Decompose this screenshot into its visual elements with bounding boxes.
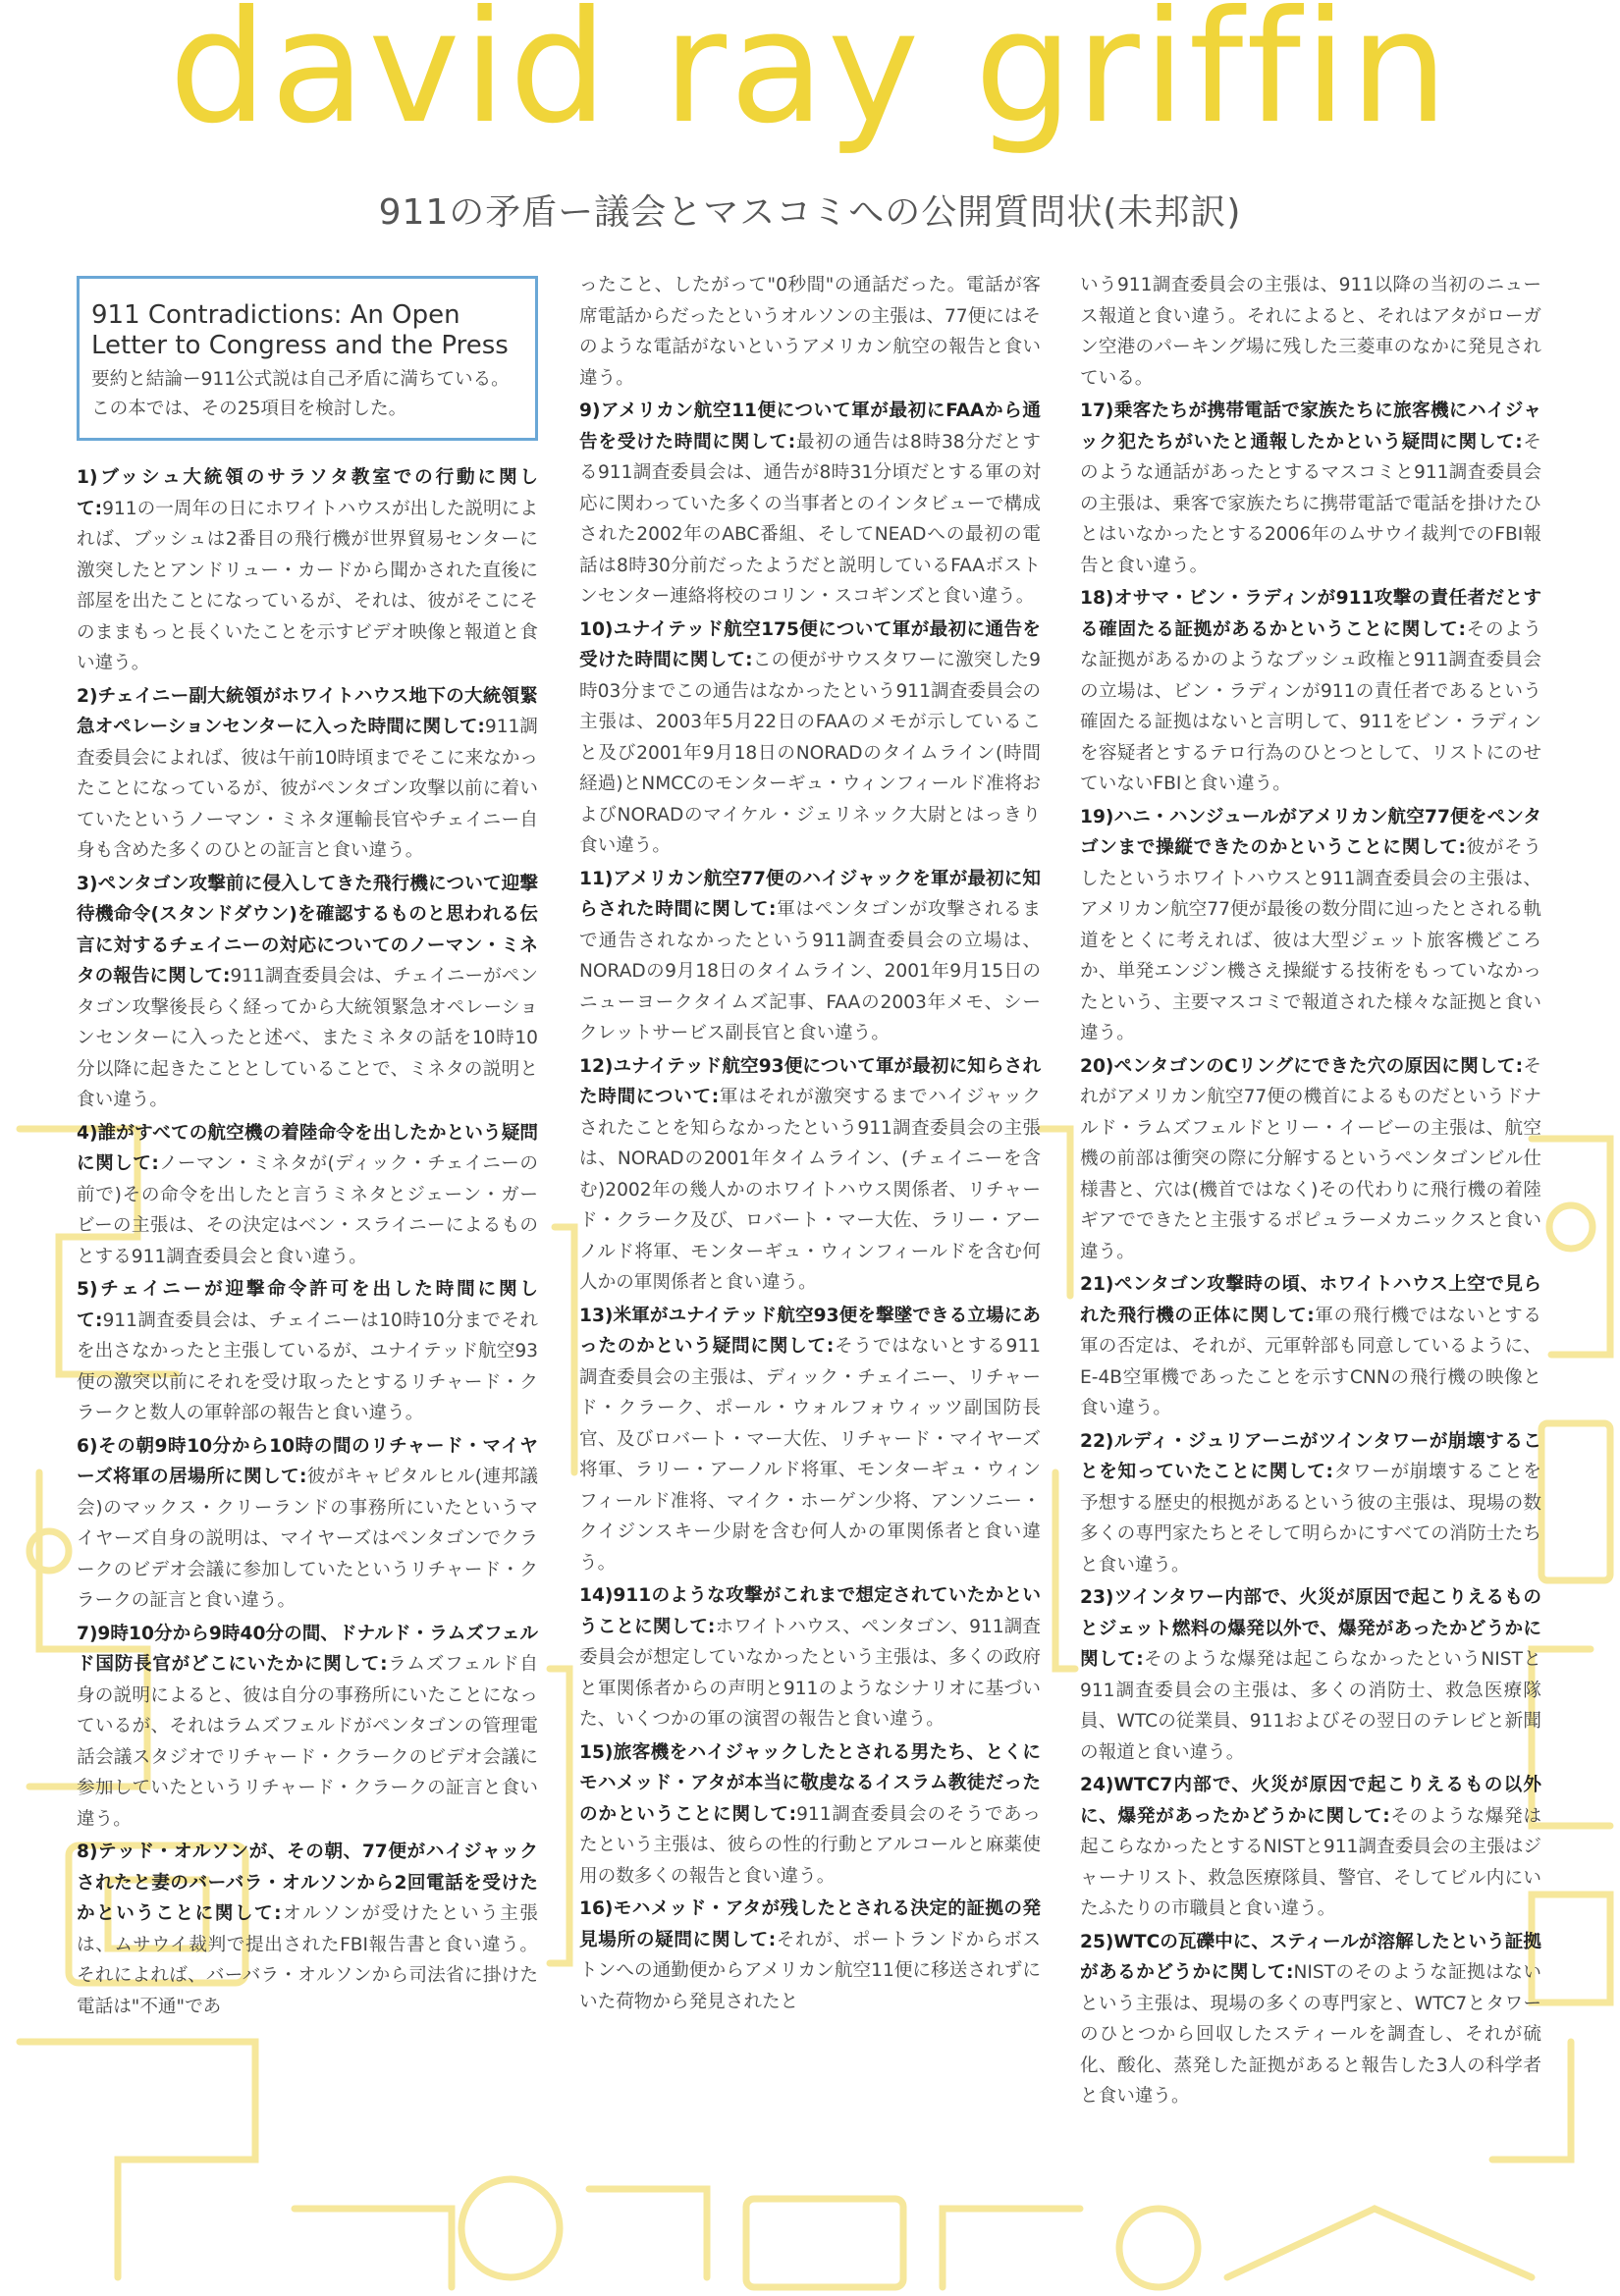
text-column-3 xyxy=(1080,270,1541,2114)
contradiction-item-9 xyxy=(579,396,1041,613)
item-heading: 4)誰がすべての航空機の着陸命令を出したかという疑問に関して: xyxy=(77,1122,538,1174)
item-heading: 3)ペンタゴン攻撃前に侵入してきた飛行機について迎撃待機命令(スタンドダウン)を確認するものと思われる伝言に対するチェイニーの対応についてのノーマン・ミネタの報告に関して: xyxy=(77,873,538,987)
item-heading: 13)米軍がユナイテッド航空93便を撃墜できる立場にあったのかという疑問に関して: xyxy=(579,1305,1041,1357)
item-body-part: それが、ポートランドからボストンへの通勤便からアメリカン航空11便に移送されずにいた荷物から発見されたと xyxy=(579,1929,1041,2012)
contradiction-item-13 xyxy=(579,1301,1041,1579)
item-body: 911調査委員会は、チェイニーがペンタゴン攻撃後長らく経ってから大統領緊急オペレーションセンターに入ったと述べ、またミネタの話を10時10分以降に起きたこととしていることで、ミネタの説明と食い違う。 xyxy=(77,966,538,1110)
item-heading: 22)ルディ・ジュリアーニがツインタワーが崩壊することを知っていたことに関して: xyxy=(1080,1430,1541,1482)
contradiction-item-11 xyxy=(579,864,1041,1049)
author-name: david ray griffin xyxy=(169,0,1451,158)
item-heading: 23)ツインタワー内部で、火災が原因で起こりえるものとジェット燃料の爆発以外で、爆発があったかどうかに関して: xyxy=(1080,1587,1541,1670)
contradiction-item-22 xyxy=(1080,1426,1541,1581)
contradiction-item-8 xyxy=(77,1837,538,2022)
contradiction-item-5 xyxy=(77,1274,538,1429)
contradiction-item-14 xyxy=(579,1580,1041,1735)
contradiction-item-16 xyxy=(579,1894,1041,2017)
item-body: 彼がそうしたというホワイトハウスと911調査委員会の主張は、アメリカン航空77便が最後の数分間に辿ったとされる軌道をとくに考えれば、彼は大型ジェット旅客機どころか、単発エンジン機さえ操縦する技術をもっていなかったという、主要マスコミで報道された様々な証拠と食い違う。 xyxy=(1080,837,1541,1043)
contradiction-item-23 xyxy=(1080,1582,1541,1768)
item-body-part: オルソンが受けたという主張は、ムサウイ裁判で提出されたFBI報告書と食い違う。それによれば、バーバラ・オルソンから司法省に掛けた電話は"不通"であ xyxy=(77,1903,538,2017)
item-body: そのような証拠があるかのようなブッシュ政権と911調査委員会の立場は、ビン・ラディンが911の責任者であるという確固たる証拠はないと言明して、911をビン・ラディンを容疑者とするテロ行為のひとつとして、リストにのせていないFBIと食い違う。 xyxy=(1080,618,1541,794)
contradiction-item-3 xyxy=(77,869,538,1116)
contradiction-item-2 xyxy=(77,681,538,867)
contradiction-item-24 xyxy=(1080,1770,1541,1925)
item-body: 彼がキャピタルヒル(連邦議会)のマックス・クリーランドの事務所にいたというマイヤーズ自身の説明は、マイヤーズはペンタゴンでクラークのビデオ会議に参加していたというリチャード・クラークの証言と食い違う。 xyxy=(77,1467,538,1611)
item-body: ノーマン・ミネタが(ディック・チェイニーの前で)その命令を出したと言うミネタとジェーン・ガービーの主張は、その決定はベン・スライニーによるものとする911調査委員会と食い違う。 xyxy=(77,1153,538,1267)
item-body: そうではないとする911調査委員会の主張は、ディック・チェイニー、リチャード・クラーク、ポール・ウォルフォウィッツ副国防長官、及びロバート・マー大佐、リチャード・マイヤーズ将軍、ラリー・アーノルド将軍、モンターギュ・ウィンフィールド准将、マイク・ホーゲン少将、アンソニー・クイジンスキー少尉を含む何人かの軍関係者と食い違う。 xyxy=(579,1336,1042,1574)
contradiction-item-15 xyxy=(579,1737,1041,1893)
contradiction-item-7 xyxy=(77,1619,538,1836)
item-16-continuation: いう911調査委員会の主張は、911以降の当初のニュース報道と食い違う。それによると、それはアタがローガン空港のパーキング場に残した三菱車のなかに発見されている。 xyxy=(1080,275,1541,389)
contradiction-item-19 xyxy=(1080,802,1541,1049)
book-info-box xyxy=(77,276,538,441)
item-heading: 16)モハメッド・アタが残したとされる決定的証拠の発見場所の疑問に関して: xyxy=(579,1898,1041,1950)
article-subtitle: 911の矛盾ー議会とマスコミへの公開質問状(未邦訳) xyxy=(378,192,1242,233)
item-heading: 7)9時10分から9時40分の間、ドナルド・ラムズフェルド国防長官がどこにいたかに関して: xyxy=(77,1623,538,1675)
item-heading: 25)WTCの瓦礫中に、スティールが溶解したという証拠があるかどうかに関して: xyxy=(1080,1931,1541,1983)
item-body: 911調査委員会のそうであったという主張は、彼らの性的行動とアルコールと麻薬使用の数多くの報告と食い違う。 xyxy=(579,1803,1041,1887)
item-heading: 18)オサマ・ビン・ラディンが911攻撃の責任者だとする確固たる証拠があるかということに関して: xyxy=(1080,588,1541,640)
item-body: 軍の飛行機ではないとする軍の否定は、それが、元軍幹部も同意しているように、E-4B空軍機であったことを示すCNNの飛行機の映像と食い違う。 xyxy=(1080,1305,1541,1418)
item-body: ホワイトハウス、ペンタゴン、911調査委員会が想定していなかったという主張は、多くの政府と軍関係者からの声明と911のようなシナリオに基づいた、いくつかの軍の演習の報告と食い違う。 xyxy=(579,1616,1041,1730)
item-heading: 5)チェイニーが迎撃命令許可を出した時間に関して: xyxy=(77,1279,538,1331)
item-heading: 17)乗客たちが携帯電話で家族たちに旅客機にハイジャック犯たちがいたと通報したかという疑問に関して: xyxy=(1080,400,1541,453)
contradiction-item-6 xyxy=(77,1431,538,1617)
item-heading: 15)旅客機をハイジャックしたとされる男たち、とくにモハメッド・アタが本当に敬虔なるイスラム教徒だったのかということに関して: xyxy=(579,1741,1041,1825)
item-heading: 20)ペンタゴンのCリングにできた穴の原因に関して: xyxy=(1080,1055,1524,1077)
item-body: そのような爆発は起こらなかったとするNISTと911調査委員会の主張はジャーナリスト、救急医療隊員、警官、そしてビル内にいたふたりの市職員と食い違う。 xyxy=(1080,1805,1541,1919)
item-heading: 6)その朝9時10分から10時の間のリチャード・マイヤーズ将軍の居場所に関して: xyxy=(77,1435,538,1487)
item-body: NISTのそのような証拠はないという主張は、現場の多くの専門家と、WTC7とタワーのひとつから回収したスティールを調査し、それが硫化、酸化、蒸発した証拠があると報告した3人の科学者と食い違う。 xyxy=(1080,1962,1541,2107)
book-summary: 要約と結論ー911公式説は自己矛盾に満ちている。この本では、その25項目を検討した。 xyxy=(91,369,510,419)
item-heading: 11)アメリカン航空77便のハイジャックを軍が最初に知らされた時間に関して: xyxy=(579,868,1041,920)
item-heading: 1)ブッシュ大統領のサラソタ教室での行動に関して: xyxy=(77,467,538,519)
item-heading: 9)アメリカン航空11便について軍が最初にFAAから通告を受けた時間に関して: xyxy=(579,400,1041,453)
contradiction-item-12 xyxy=(579,1051,1041,1299)
item-heading: 12)ユナイテッド航空93便について軍が最初に知らされた時間について: xyxy=(579,1055,1041,1107)
item-body: そのような通話があったとするマスコミと911調査委員会の主張は、乗客で家族たちに携帯電話で電話を掛けたひとはいなかったとする2006年のムサウイ裁判でのFBI報告と食い違う。 xyxy=(1080,431,1541,576)
contradiction-item-20 xyxy=(1080,1051,1541,1268)
item-heading: 19)ハニ・ハンジュールがアメリカン航空77便をペンタゴンまで操縦できたのかということに関して: xyxy=(1080,806,1541,858)
contradiction-item-10 xyxy=(579,614,1041,862)
contradiction-item-17 xyxy=(1080,396,1541,581)
item-body: 軍はペンタゴンが攻撃されるまで通告されなかったという911調査委員会の立場は、NORADの9月18日のタイムライン、2001年9月15日のニューヨークタイムズ記事、FAAの2003年メモ、シークレットサービス副長官と食い違う。 xyxy=(579,899,1041,1043)
item-heading: 21)ペンタゴン攻撃時の頃、ホワイトハウス上空で見られた飛行機の正体に関して: xyxy=(1080,1274,1541,1326)
item-heading: 8)テッド・オルソンが、その朝、77便がハイジャックされたと妻のバーバラ・オルソンから2回電話を受けたかということに関して: xyxy=(77,1842,538,1924)
text-column-2 xyxy=(579,270,1041,2019)
contradiction-item-25 xyxy=(1080,1927,1541,2112)
item-8-continuation: ったこと、したがって"0秒間"の通話だった。電話が客席電話からだったというオルソンの主張は、77便にはそのような電話がないというアメリカン航空の報告と食い違う。 xyxy=(579,275,1041,389)
item-body: 軍はそれが激突するまでハイジャックされたことを知らなかったという911調査委員会の主張は、NORADの2001年タイムライン、(チェイニーを含む)2002年の幾人かのホワイトハウス関係者、リチャード・クラーク及び、ロバート・マー大佐、ラリー・アーノルド将軍、モンターギュ・ウィンフィールドを含む何人かの軍関係者と食い違う。 xyxy=(579,1087,1041,1293)
item-heading: 2)チェイニー副大統領がホワイトハウス地下の大統領緊急オペレーションセンターに入った時間に関して: xyxy=(77,685,538,737)
item-body: 最初の通告は8時38分だとする911調査委員会は、通告が8時31分頃だとする軍の対応に関わっていた多くの当事者とのインタビューで構成された2002年のABC番組、そしてNEADへの最初の電話は8時30分前だったようだと説明しているFAAボストンセンター連絡将校のコリン・スコギンズと食い違う。 xyxy=(579,431,1041,607)
item-body: タワーが崩壊することを予想する歴史的根拠があるという彼の主張は、現場の数多くの専門家たちとそして明らかにすべての消防士たちと食い違う。 xyxy=(1080,1462,1541,1575)
item-body: 911の一周年の日にホワイトハウスが出した説明によれば、ブッシュは2番目の飛行機が世界貿易センターに激突したとアンドリュー・カードから聞かされた直後に部屋を出たことになっているが、それは、彼がそこにそのままもっと長くいたことを示すビデオ映像と報道と食い違う。 xyxy=(77,498,538,673)
item-body: そのような爆発は起こらなかったというNISTと911調査委員会の主張は、多くの消防士、救急医療隊員、WTCの従業員、911およびその翌日のテレビと新聞の報道と食い違う。 xyxy=(1080,1649,1542,1763)
text-column-1 xyxy=(77,270,538,2024)
contradiction-item-21 xyxy=(1080,1269,1541,1424)
item-body: ラムズフェルド自身の説明によると、彼は自分の事務所にいたことになっているが、それはラムズフェルドがペンタゴンの管理電話会議スタジオでリチャード・クラークのビデオ会議に参加していたというリチャード・クラークの証言と食い違う。 xyxy=(77,1654,539,1830)
contradiction-item-1 xyxy=(77,462,538,679)
item-body: この便がサウスタワーに激突した9時03分までこの通告はなかったという911調査委員会の主張は、2003年5月22日のFAAのメモが示していること及び2001年9月18日のNORADのタイムライン(時間経過)とNMCCのモンターギュ・ウィンフィールド准将およびNORADのマイケル・ジェリネック大尉とはっきり食い違う。 xyxy=(579,650,1041,856)
book-title: 911 Contradictions: An Open Letter to Congress and the Press xyxy=(91,300,509,360)
item-body: 911調査委員会は、チェイニーは10時10分までそれを出さなかったと主張しているが、ユナイテッド航空93便の激突以前にそれを受け取ったとするリチャード・クラークと数人の軍幹部の報告と食い違う。 xyxy=(77,1309,538,1423)
item-heading: 10)ユナイテッド航空175便について軍が最初に通告を受けた時間に関して: xyxy=(579,618,1041,670)
item-heading: 24)WTC7内部で、火災が原因で起こりえるもの以外に、爆発があったかどうかに関して: xyxy=(1080,1775,1541,1827)
item-body: 911調査委員会によれば、彼は午前10時頃までそこに来なかったことになっているが、彼がペンタゴン攻撃以前に着いていたというノーマン・ミネタ運輸長官やチェイニー自身も含めた多くのひとの証言と食い違う。 xyxy=(77,717,538,861)
item-heading: 14)911のような攻撃がこれまで想定されていたかということに関して: xyxy=(579,1585,1041,1637)
item-body: それがアメリカン航空77便の機首によるものだというドナルド・ラムズフェルドとリー・イービーの主張は、航空機の前部は衝突の際に分解するというペンタゴンビル仕様書と、穴は(機首ではなく)その代わりに飛行機の着陸ギアでできたと主張するポピュラーメカニックスと食い違う。 xyxy=(1080,1055,1541,1262)
contradiction-item-4 xyxy=(77,1118,538,1273)
contradiction-item-18 xyxy=(1080,583,1541,800)
